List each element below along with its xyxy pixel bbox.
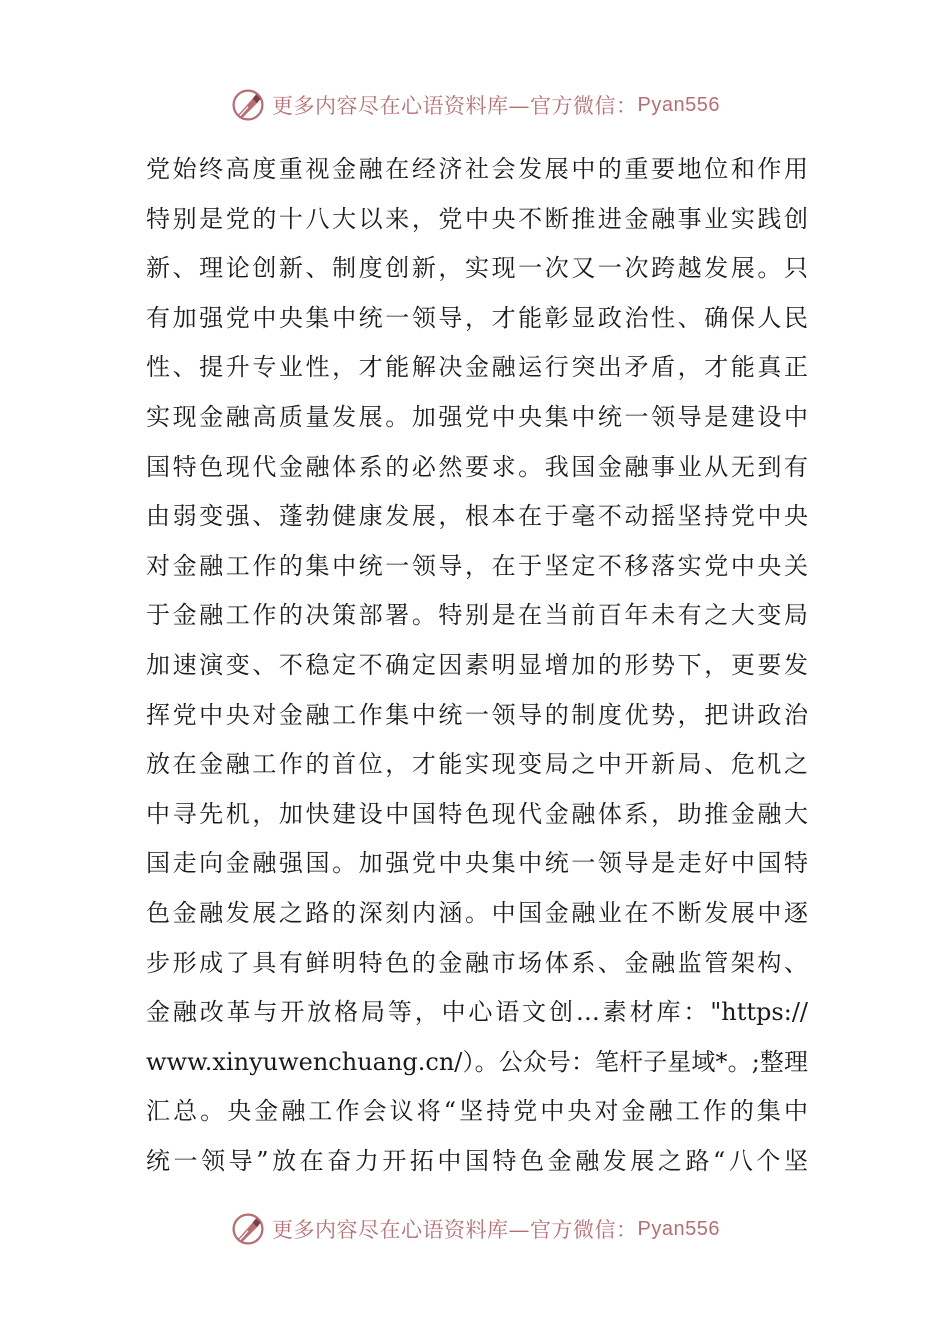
body-line: 色金融发展之路的深刻内涵。中国金融业在不断发展中逐 (146, 898, 808, 927)
header-banner (0, 85, 950, 125)
body-line: 国特色现代金融体系的必然要求。我国金融事业从无到有 (146, 452, 808, 481)
body-line: 性、提升专业性，才能解决金融运行突出矛盾，才能真正 (146, 353, 808, 382)
body-line: 放在金融工作的首位，才能实现变局之中开新局、危机之 (146, 750, 808, 779)
body-line: 于金融工作的决策部署。特别是在当前百年未有之大变局 (146, 601, 808, 630)
body-line: 金融改革与开放格局等，中心语文创…素材库："https:// (146, 998, 808, 1027)
pen-nib-logo-icon (230, 87, 266, 123)
body-line: 加速演变、不稳定不确定因素明显增加的形势下，更要发 (146, 650, 808, 679)
body-line: 实现金融高质量发展。加强党中央集中统一领导是建设中 (146, 402, 808, 431)
body-line: 挥党中央对金融工作集中统一领导的制度优势，把讲政治 (146, 700, 808, 729)
body-line: 统一领导”放在奋力开拓中国特色金融发展之路“八个坚 (146, 1146, 808, 1175)
body-line: 党始终高度重视金融在经济社会发展中的重要地位和作用 (146, 155, 808, 183)
header-wechat-handle: Pyan556 (637, 93, 720, 116)
body-line: www.xinyuwenchuang.cn/）。公众号：笔杆子星域*。;整理 (146, 1047, 808, 1076)
footer-banner-text: 更多内容尽在心语资料库—官方微信： (272, 1218, 638, 1242)
body-line: 特别是党的十八大以来，党中央不断推进金融事业实践创 (146, 204, 808, 233)
body-line: 由弱变强、蓬勃健康发展，根本在于毫不动摇坚持党中央 (146, 502, 808, 531)
body-line: 有加强党中央集中统一领导，才能彰显政治性、确保人民 (146, 303, 808, 332)
header-banner-text: 更多内容尽在心语资料库—官方微信： (272, 94, 638, 118)
body-line: 对金融工作的集中统一领导，在于坚定不移落实党中央关 (146, 551, 808, 580)
document-body (146, 145, 808, 1186)
footer-wechat-handle: Pyan556 (637, 1217, 720, 1240)
body-line: 新、理论创新、制度创新，实现一次又一次跨越发展。只 (146, 254, 808, 283)
footer-banner (0, 1209, 950, 1249)
body-line: 国走向金融强国。加强党中央集中统一领导是走好中国特 (146, 849, 808, 878)
body-line: 中寻先机，加快建设中国特色现代金融体系，助推金融大 (146, 799, 808, 828)
pen-nib-logo-icon (230, 1211, 266, 1247)
body-line: 步形成了具有鲜明特色的金融市场体系、金融监管架构、 (146, 948, 808, 977)
body-line: 汇总。央金融工作会议将“坚持党中央对金融工作的集中 (146, 1097, 808, 1126)
